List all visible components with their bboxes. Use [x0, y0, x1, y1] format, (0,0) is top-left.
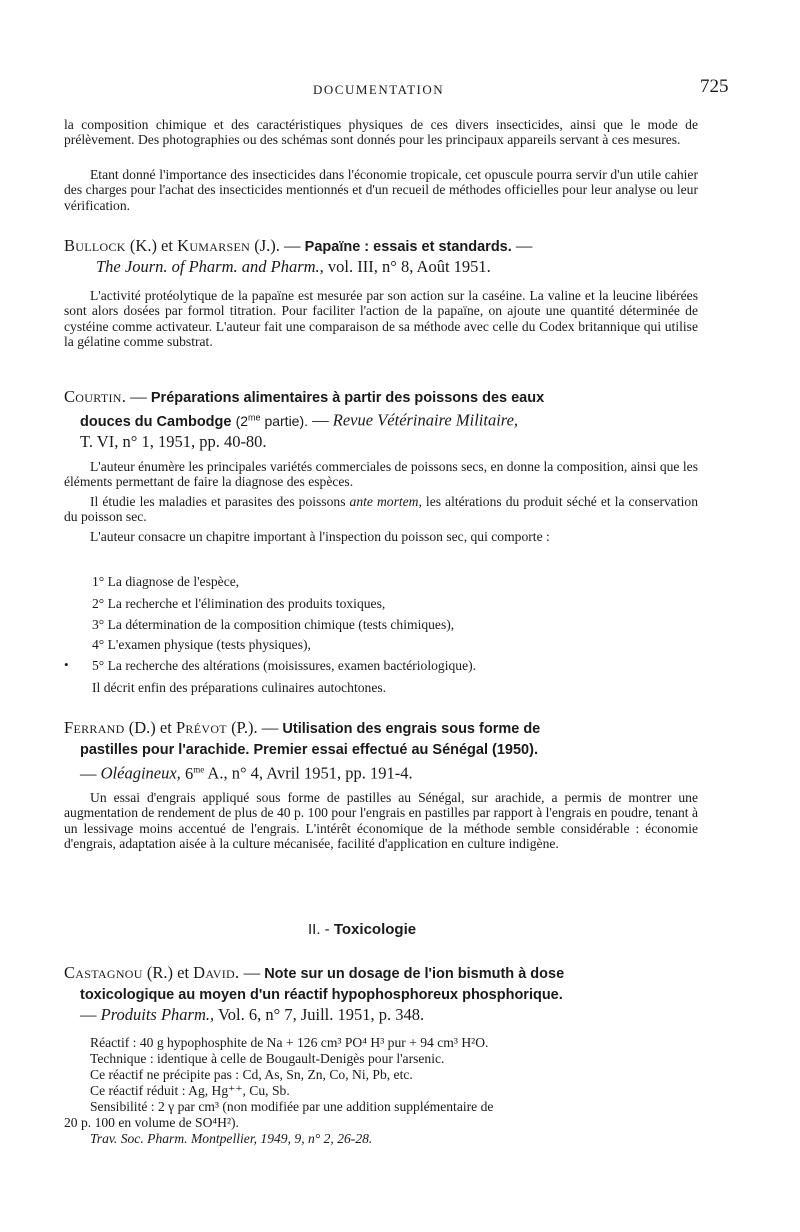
part-text: partie).	[260, 412, 309, 429]
citation-courtin	[64, 387, 709, 451]
list-item: 3° La détermination de la composition chimique (tests chimiques),	[92, 617, 455, 632]
edition-sup: me	[193, 764, 205, 774]
dash: —	[80, 763, 97, 783]
journal-ref: Vol. 6, n° 7, Juill. 1951, p. 348.	[214, 1005, 425, 1024]
list-item: 5° La recherche des altérations (moisissures, examen bactériologique).	[92, 658, 477, 673]
reference-line: Trav. Soc. Pharm. Montpellier, 1949, 9, n° 2, 26-28.	[90, 1131, 373, 1146]
latin-term: ante mortem,	[349, 494, 422, 509]
intro-paragraph-2: Etant donné l'importance des insecticides dans l'économie tropicale, cet opuscule pourra servir d'un utile cahier des charges pour l'achat des insecticides mentionnés et d'un recueil de méthodes officielles pour leur analyse ou leur vérification.	[64, 167, 698, 213]
edition	[185, 764, 204, 783]
abstract-courtin-1: L'auteur énumère les principales variétés commerciales de poissons secs, en donne la composition, ainsi que les éléments permettant de faire la diagnose des espèces.	[64, 459, 698, 490]
article-title: Note sur un dosage de l'ion bismuth à dose	[264, 966, 565, 982]
list-item: 4° L'examen physique (tests physiques),	[92, 637, 311, 652]
dash: —	[312, 410, 329, 430]
list-item: 1° La diagnose de l'espèce,	[92, 574, 240, 589]
author-name: David.	[193, 963, 240, 982]
article-title: toxicologique au moyen d'un réactif hypophosphoreux phosphorique.	[80, 987, 563, 1003]
page-number: 725	[700, 76, 729, 97]
author-name: Kumarsen	[177, 236, 251, 255]
abstract-courtin-3: L'auteur consacre un chapitre important à l'inspection du poisson sec, qui comporte :	[90, 529, 550, 544]
citation-castagnou	[64, 963, 714, 1024]
journal-name: Oléagineux,	[100, 763, 181, 783]
article-title: Préparations alimentaires à partir des poissons des eaux	[150, 390, 545, 406]
author-initials: (K.) et	[129, 236, 173, 255]
dash: —	[515, 236, 533, 255]
abstract-courtin-2	[64, 494, 698, 525]
article-title: douces du Cambodge	[80, 413, 232, 430]
reagent-line: Réactif : 40 g hypophosphite de Na + 126 cm³ PO⁴ H³ pur + 94 cm³ H²O.	[90, 1035, 489, 1050]
dash: —	[243, 963, 261, 982]
article-title: pastilles pour l'arachide. Premier essai effectué au Sénégal (1950).	[80, 742, 538, 758]
abstract-bullock: L'activité protéolytique de la papaïne est mesurée par son action sur la caséine. La valine et la leucine libérées sont alors dosées par formol titration. Pour faciliter l'action de la papaïne, on ajoute une quantité déterminée de cystéine comme activateur. L'auteur fait une comparaison de sa méthode avec celle du Codex britannique qui utilise la gélatine comme substrat.	[64, 288, 698, 350]
journal-ref: A., n° 4, Avril 1951, pp. 191-4.	[204, 763, 413, 783]
text: les altérations du produit séché et la conservation du poisson sec.	[64, 494, 698, 525]
section-number: II. -	[308, 921, 330, 938]
journal-ref: , vol. III, n° 8, Août 1951.	[319, 257, 491, 276]
article-title: Papaïne : essais et standards.	[304, 239, 512, 255]
author-initials: (P.). —	[231, 718, 279, 737]
dash: —	[130, 387, 147, 406]
abstract-courtin-4: Il décrit enfin des préparations culinaires autochtones.	[92, 680, 387, 695]
section-title: Toxicologie	[333, 921, 417, 938]
sensitivity-line: Sensibilité : 2 γ par cm³ (non modifiée par une addition supplémentaire de	[90, 1099, 494, 1114]
list-item: 2° La recherche et l'élimination des produits toxiques,	[92, 596, 386, 611]
technique-line: Technique : identique à celle de Bougault-Denigès pour l'arsenic.	[90, 1051, 445, 1066]
article-title: Utilisation des engrais sous forme de	[282, 721, 541, 737]
journal-ref: T. VI, n° 1, 1951, pp. 40-80.	[80, 431, 267, 451]
reduces-line: Ce réactif réduit : Ag, Hg⁺⁺, Cu, Sb.	[90, 1083, 290, 1098]
part-text: (2	[235, 412, 249, 429]
author-name: Castagnou	[64, 963, 143, 982]
author-initials: (R.) et	[146, 963, 190, 982]
margin-bullet: •	[64, 657, 69, 672]
author-name: Prévot	[175, 718, 227, 737]
edition-number: 6	[184, 763, 194, 783]
journal-name: Revue Vétérinaire Militaire,	[332, 410, 519, 430]
part-label	[236, 413, 308, 429]
no-precipitate-line: Ce réactif ne précipite pas : Cd, As, Sn, Zn, Co, Ni, Pb, etc.	[90, 1067, 413, 1082]
author-initials: (J.). —	[254, 236, 301, 255]
author-name: Ferrand	[64, 718, 125, 737]
abstract-ferrand: Un essai d'engrais appliqué sous forme de pastilles au Sénégal, sur arachide, a permis de montrer une augmentation de rendement de plus de 40 p. 100 pour l'engrais en pastilles par rapport à l'engrais en poudre, tenant à un lessivage moins accentué de l'engrais. L'intérêt économique de la méthode semble considérable : économie d'engrais, adaptation aisée à la culture mécanisée, facilité d'application en culture indigène.	[64, 790, 698, 852]
intro-paragraph-1: la composition chimique et des caractéristiques physiques de ces divers insecticides, ainsi que le mode de prélèvement. Des photographies ou des schémas sont donnés pour les principaux appareils servant à ces mesures.	[64, 117, 698, 148]
author-name: Courtin.	[64, 387, 127, 406]
journal-name: Produits Pharm.,	[100, 1005, 215, 1024]
sensitivity-line-cont: 20 p. 100 en volume de SO⁴H²).	[64, 1115, 239, 1130]
citation-ferrand	[64, 718, 714, 783]
author-name: Bullock	[64, 236, 126, 255]
citation-bullock	[64, 236, 704, 276]
part-sup: me	[248, 412, 261, 422]
dash: —	[80, 1005, 97, 1024]
author-initials: (D.) et	[128, 718, 172, 737]
header-title: DOCUMENTATION	[313, 82, 445, 97]
text: Il étudie les maladies et parasites des poissons	[90, 494, 350, 509]
journal-name: The Journ. of Pharm. and Pharm.	[96, 257, 320, 276]
section-heading	[308, 921, 416, 938]
